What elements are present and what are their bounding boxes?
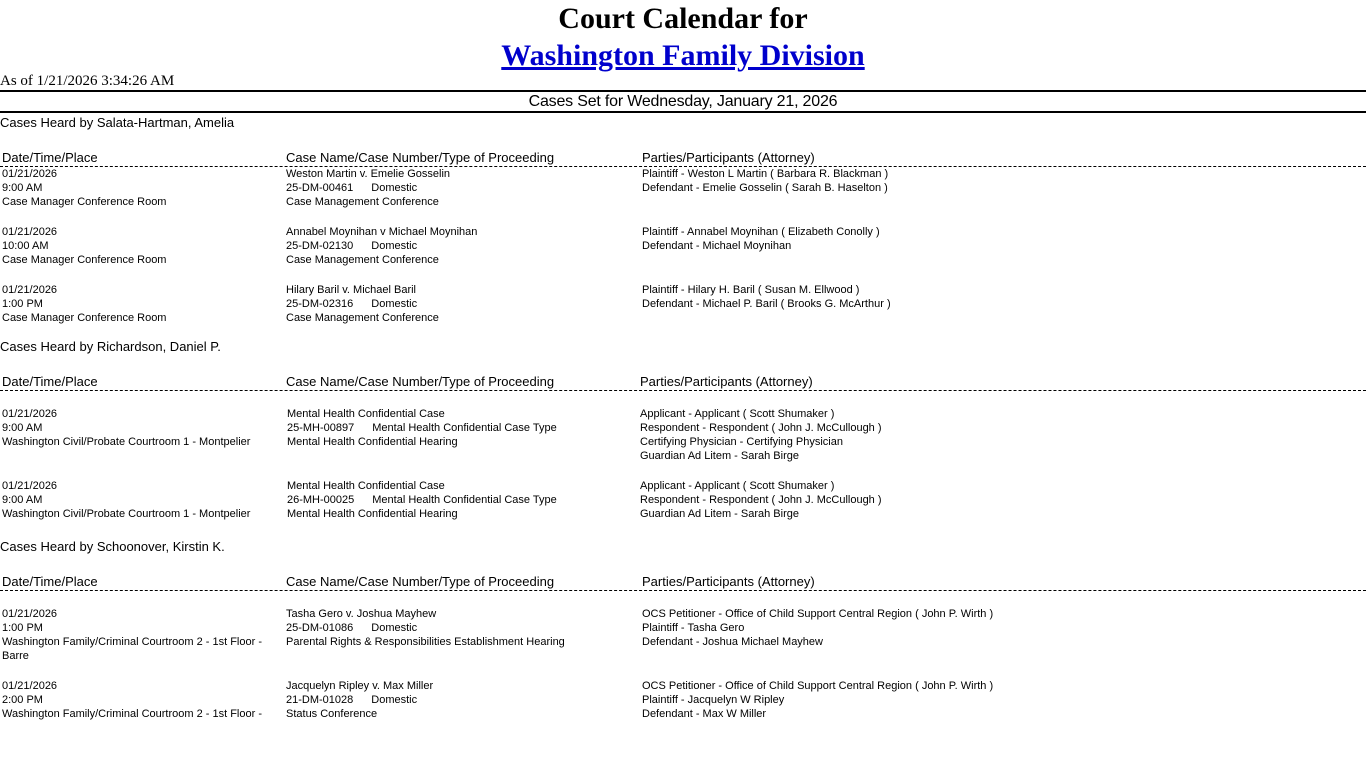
case-date: 01/21/2026 [2,284,58,296]
case-name: Weston Martin v. Emelie Gosselin [286,168,451,180]
proceeding-type: Case Management Conference [286,312,439,324]
case-number: 25-DM-00461 [286,182,354,194]
party: Defendant - Max W Miller [642,708,767,720]
proceeding-type: Case Management Conference [286,196,439,208]
case-place: Case Manager Conference Room [2,196,167,208]
party: Defendant - Joshua Michael Mayhew [642,636,823,648]
table-row [0,679,1366,737]
case-date: 01/21/2026 [2,408,58,420]
case-name: Annabel Moynihan v Michael Moynihan [286,226,478,238]
column-header-parties: Parties/Participants (Attorney) [642,150,815,165]
party: Applicant - Applicant ( Scott Shumaker ) [640,408,835,420]
case-time: 9:00 AM [2,422,43,434]
party: Defendant - Emelie Gosselin ( Sarah B. Haselton ) [642,182,888,194]
judge-heading: Cases Heard by Richardson, Daniel P. [0,339,221,354]
case-name: Tasha Gero v. Joshua Mayhew [286,608,437,620]
case-number: 21-DM-01028 [286,694,354,706]
proceeding-type: Mental Health Confidential Hearing [287,436,458,448]
case-name: Mental Health Confidential Case [287,480,445,492]
party: Certifying Physician - Certifying Physician [640,436,843,448]
party: Guardian Ad Litem - Sarah Birge [640,508,799,520]
proceeding-type: Case Management Conference [286,254,439,266]
case-date: 01/21/2026 [2,226,58,238]
judge-heading: Cases Heard by Schoonover, Kirstin K. [0,539,225,554]
party: OCS Petitioner - Office of Child Support Central Region ( John P. Wirth ) [642,680,994,692]
party: Defendant - Michael Moynihan [642,240,792,252]
column-header-case: Case Name/Case Number/Type of Proceeding [286,374,555,389]
case-name: Jacquelyn Ripley v. Max Miller [286,680,434,692]
party: Plaintiff - Annabel Moynihan ( Elizabeth Conolly ) [642,226,880,238]
case-place: Washington Civil/Probate Courtroom 1 - Montpelier [2,508,251,520]
date-banner: Cases Set for Wednesday, January 21, 2026 [0,90,1366,113]
case-name: Hilary Baril v. Michael Baril [286,284,416,296]
case-type: Mental Health Confidential Case Type [372,422,557,434]
case-time: 10:00 AM [2,240,49,252]
case-place: Case Manager Conference Room [2,254,167,266]
case-type: Domestic [371,240,418,252]
table-header [0,150,1366,167]
case-date: 01/21/2026 [2,608,58,620]
case-time: 9:00 AM [2,494,43,506]
case-time: 2:00 PM [2,694,43,706]
case-number: 25-DM-01086 [286,622,354,634]
as-of-timestamp: As of 1/21/2026 3:34:26 AM [0,73,175,89]
column-header-case: Case Name/Case Number/Type of Proceeding [286,574,555,589]
case-place: Case Manager Conference Room [2,312,167,324]
table-row [0,607,1366,679]
party: Plaintiff - Hilary H. Baril ( Susan M. Ellwood ) [642,284,860,296]
case-type: Domestic [371,182,418,194]
proceeding-type: Parental Rights & Responsibilities Establishment Hearing [286,636,565,648]
party: Plaintiff - Jacquelyn W Ripley [642,694,785,706]
case-date: 01/21/2026 [2,480,58,492]
table-row [0,407,1366,479]
table-header [0,374,1366,391]
case-type: Domestic [371,694,418,706]
proceeding-type: Mental Health Confidential Hearing [287,508,458,520]
case-time: 1:00 PM [2,298,43,310]
column-header-parties: Parties/Participants (Attorney) [642,574,815,589]
case-date: 01/21/2026 [2,168,58,180]
party: Respondent - Respondent ( John J. McCullough ) [640,494,882,506]
judge-heading: Cases Heard by Salata-Hartman, Amelia [0,115,235,130]
proceeding-type: Status Conference [286,708,378,720]
cases-table [0,574,1366,737]
case-place: Washington Civil/Probate Courtroom 1 - Montpelier [2,436,251,448]
case-time: 1:00 PM [2,622,43,634]
column-header-date: Date/Time/Place [2,374,98,389]
party: Defendant - Michael P. Baril ( Brooks G. McArthur ) [642,298,891,310]
column-header-parties: Parties/Participants (Attorney) [640,374,813,389]
case-date: 01/21/2026 [2,680,58,692]
party: Respondent - Respondent ( John J. McCullough ) [640,422,882,434]
cases-table [0,150,1366,339]
table-row [0,225,1366,283]
case-place: Washington Family/Criminal Courtroom 2 - 1st Floor - [2,708,262,720]
cases-table [0,374,1366,537]
page-header [0,0,1366,74]
table-row [0,479,1366,537]
case-place-cont: Barre [2,650,29,662]
case-name: Mental Health Confidential Case [287,408,445,420]
table-row [0,283,1366,339]
column-header-case: Case Name/Case Number/Type of Proceeding [286,150,555,165]
table-row [0,167,1366,225]
case-type: Domestic [371,298,418,310]
column-header-date: Date/Time/Place [2,574,98,589]
case-number: 25-MH-00897 [287,422,355,434]
case-number: 25-DM-02316 [286,298,354,310]
page-title: Court Calendar for [558,2,808,35]
party: Plaintiff - Tasha Gero [642,622,745,634]
case-place: Washington Family/Criminal Courtroom 2 - 1st Floor - [2,636,262,648]
division-link[interactable]: Washington Family Division [501,39,865,72]
case-type: Domestic [371,622,418,634]
case-type: Mental Health Confidential Case Type [372,494,557,506]
case-time: 9:00 AM [2,182,43,194]
table-header [0,574,1366,591]
party: Plaintiff - Weston L Martin ( Barbara R. Blackman ) [642,168,889,180]
case-number: 26-MH-00025 [287,494,355,506]
column-header-date: Date/Time/Place [2,150,98,165]
party: Guardian Ad Litem - Sarah Birge [640,450,799,462]
party: OCS Petitioner - Office of Child Support Central Region ( John P. Wirth ) [642,608,994,620]
party: Applicant - Applicant ( Scott Shumaker ) [640,480,835,492]
case-number: 25-DM-02130 [286,240,354,252]
